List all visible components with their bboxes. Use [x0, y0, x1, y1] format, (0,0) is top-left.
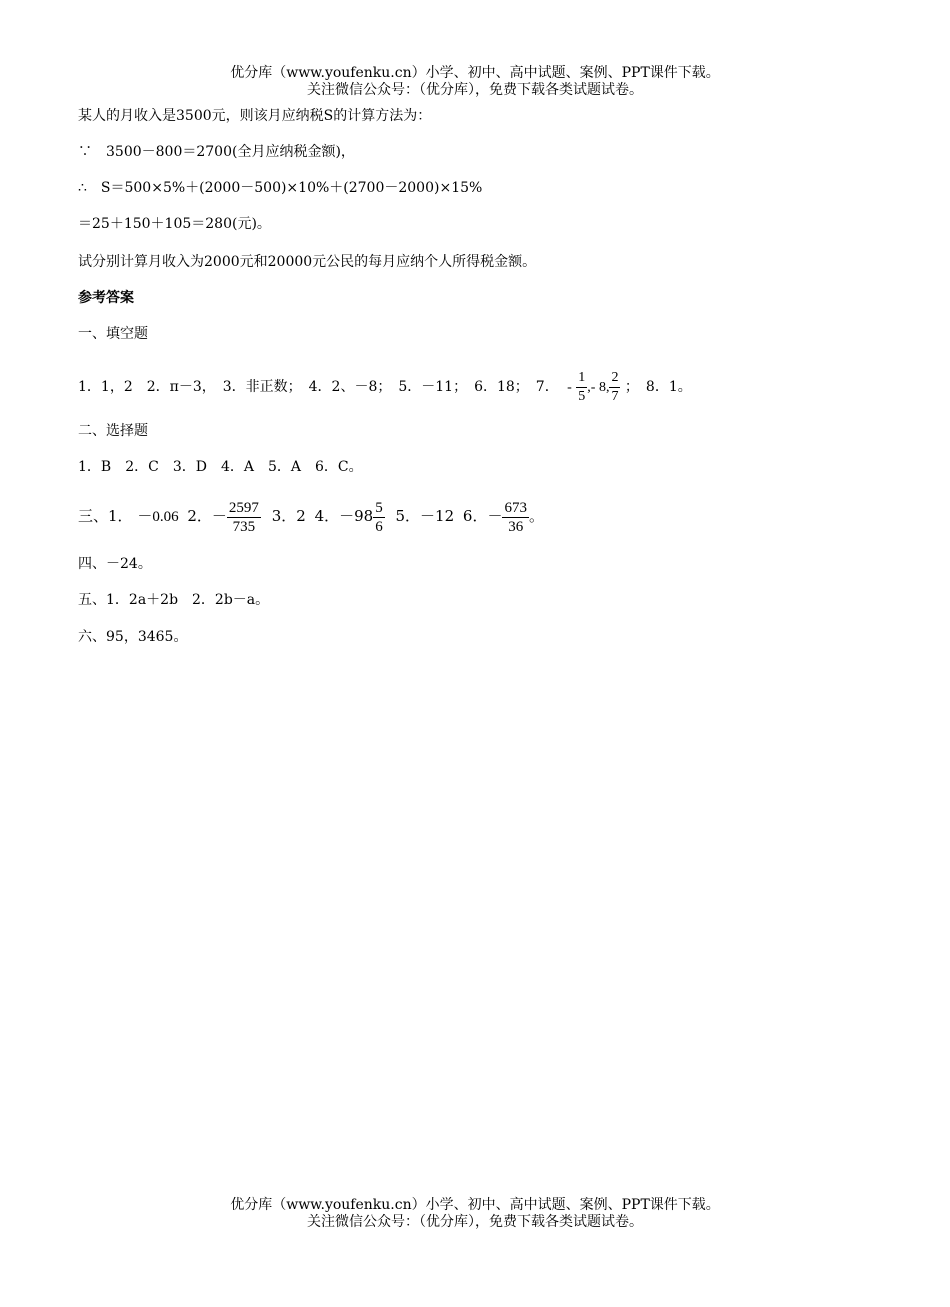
section1-prefix: 1．1，2 2．π－3， 3．非正数； 4．2、－8； 5．－11； 6．18； 7．: [78, 379, 559, 395]
section1-suffix: ； 8．1。: [624, 379, 692, 395]
section3-a3: 3．2: [271, 507, 306, 525]
section3-a4-fraction: [373, 499, 385, 536]
problem-result: ＝25＋150＋105＝280(元)。: [78, 216, 271, 232]
section2-answers: 1．B 2．C 3．D 4．A 5．A 6．C。: [78, 459, 363, 475]
footer-line-1: 优分库（www.youfenku.cn）小学、初中、高中试题、案例、PPT课件下载。: [230, 1197, 720, 1213]
section3-a4-label: 4．－98: [314, 507, 374, 525]
section1-heading: 一、填空题: [78, 326, 148, 342]
q7-fraction-2: [609, 369, 620, 406]
q7-sign: -: [567, 380, 572, 395]
a2-denominator: 735: [232, 518, 256, 535]
q7-fraction-1: [576, 369, 587, 406]
header-line-1: 优分库（www.youfenku.cn）小学、初中、高中试题、案例、PPT课件下载。: [230, 65, 720, 81]
q7-frac1-numerator: 1: [576, 369, 587, 388]
a4-denominator: 6: [375, 518, 383, 535]
page-header: [0, 65, 950, 99]
problem-because: ∵ 3500－800＝2700(全月应纳税金额)，: [78, 144, 355, 160]
section3-a6-label: 6．－: [462, 507, 503, 525]
section1-answers: [78, 368, 692, 407]
section4-answer: 四、－24。: [78, 556, 152, 572]
section3-a2-fraction: [227, 499, 261, 536]
a2-numerator: 2597: [228, 499, 259, 516]
section3-a2-label: 2．－: [187, 507, 227, 525]
section3-a5: 5．－12: [395, 507, 455, 525]
section3-a6-fraction: [502, 499, 529, 536]
a6-denominator: 36: [508, 518, 524, 535]
q7-frac2-denominator: 7: [611, 388, 619, 404]
problem-intro: 某人的月收入是3500元，则该月应纳税S的计算方法为：: [78, 108, 432, 124]
section3-label: 三、1．: [78, 507, 133, 525]
section3-a1: －0.06: [137, 509, 179, 525]
q7-frac2-numerator: 2: [609, 369, 620, 388]
footer-line-2: 关注微信公众号：（优分库），免费下载各类试题试卷。: [307, 1214, 643, 1230]
header-line-2: 关注微信公众号：（优分库），免费下载各类试题试卷。: [307, 82, 643, 98]
q7-middle: ,- 8,: [587, 380, 610, 395]
section3-answers: [78, 496, 544, 537]
page-footer: [0, 1197, 950, 1231]
a6-numerator: 673: [504, 499, 527, 516]
section5-answer: 五、1．2a＋2b 2．2b－a。: [78, 592, 270, 608]
problem-therefore: ∴ S＝500×5%＋(2000－500)×10%＋(2700－2000)×15%: [78, 180, 483, 196]
section6-answer: 六、95，3465。: [78, 629, 188, 645]
section3-end: 。: [528, 507, 544, 525]
answers-title: 参考答案: [78, 290, 134, 306]
q7-frac1-denominator: 5: [578, 388, 586, 404]
problem-question: 试分别计算月收入为2000元和20000元公民的每月应纳个人所得税金额。: [78, 254, 537, 270]
section2-heading: 二、选择题: [78, 423, 148, 439]
a4-numerator: 5: [375, 499, 383, 516]
